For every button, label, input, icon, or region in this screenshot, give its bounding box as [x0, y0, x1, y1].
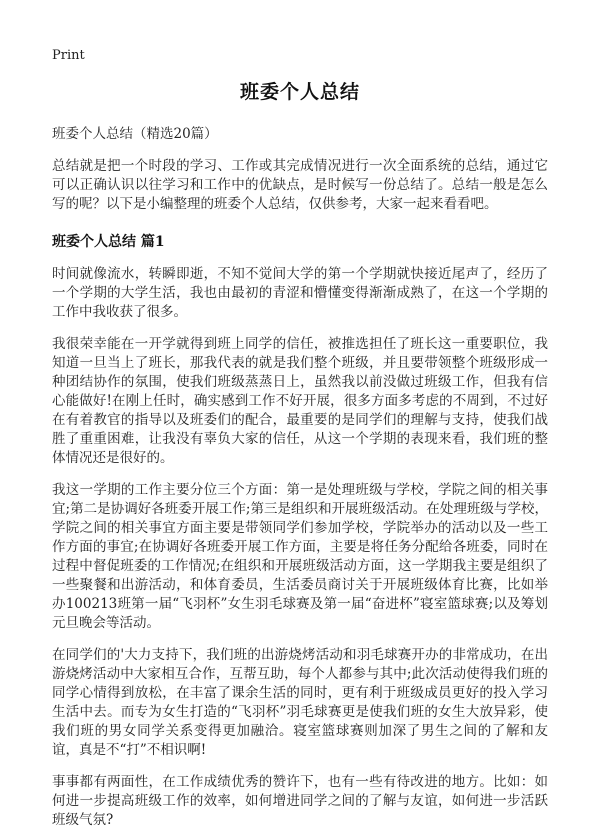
- paragraph: 我很荣幸能在一开学就得到班上同学的信任，被推选担任了班长这一重要职位，我知道一旦当上了班长，那我代表的就是我们整个班级，并且要带领整个班级形成一种团结协作的氛围，使我们班级蒸蒸日上，虽然我以前没做过班级工作，但我有信心能做好!在刚上任时，确实感到工作不好开展，很多方面多考虑的不周到，不过好在有着教官的指导以及班委们的配合，最重要的是同学们的理解与支持，使我们战胜了重重困难，让我没有辜负大家的信任，从这一个学期的表现来看，我们班的整体情况还是很好的。: [52, 336, 548, 466]
- paragraph: 时间就像流水，转瞬即逝，不知不觉间大学的第一个学期就快接近尾声了，经历了一个学期的大学生活，我也由最初的青涩和懵懂变得渐渐成熟了，在这一个学期的工作中我收获了很多。: [52, 266, 548, 320]
- intro-paragraph: 总结就是把一个时段的学习、工作或其完成情况进行一次全面系统的总结，通过它可以正确认识以往学习和工作中的优缺点，是时候写一份总结了。总结一般是怎么写的呢？以下是小编整理的班委个人总结，仅供参考，大家一起来看看吧。: [52, 158, 548, 212]
- paragraph: 在同学们的'大力支持下，我们班的出游烧烤活动和羽毛球赛开办的非常成功，在出游烧烤活动中大家相互合作，互帮互助，每个人都参与其中;此次活动使得我们班的同学心情得到放松，在丰富了课余生活的同时，更有利于班级成员更好的投入学习生活中去。而专为女生打造的“飞羽杯”羽毛球赛更是使我们班的女生大放异彩，使我们班的男女同学关系变得更加融洽。寝室篮球赛则加深了男生之间的了解和友谊，真是不“打”不相识啊!: [52, 647, 548, 758]
- article-subtitle: 班委个人总结（精选20篇）: [52, 126, 218, 142]
- paragraph: 事事都有两面性，在工作成绩优秀的赞许下，也有一些有待改进的地方。比如：如何进一步提高班级工作的效率，如何增进同学之间的了解与友谊，如何进一步活跃班级气氛?: [52, 774, 548, 828]
- paragraph: 我这一学期的工作主要分位三个方面：第一是处理班级与学校，学院之间的相关事宜;第二是协调好各班委开展工作;第三是组织和开展班级活动。在处理班级与学校，学院之间的相关事宜方面主要是带领同学们参加学校，学院举办的活动以及一些工作方面的事宜;在协调好各班委开展工作方面，主要是将任务分配给各班委，同时在过程中督促班委的工作情况;在组织和开展班级活动方面，这一学期我主要是组织了一些聚餐和出游活动，和体育委员，生活委员商讨关于开展班级体育比赛，比如举办100213班第一届“飞羽杯”女生羽毛球赛及第一届“奋进杯”寝室篮球赛;以及筹划元旦晚会等活动。: [52, 482, 548, 631]
- page-title: 班委个人总结: [239, 81, 360, 103]
- print-link[interactable]: Print: [52, 48, 85, 63]
- section-heading: 班委个人总结 篇1: [52, 234, 165, 250]
